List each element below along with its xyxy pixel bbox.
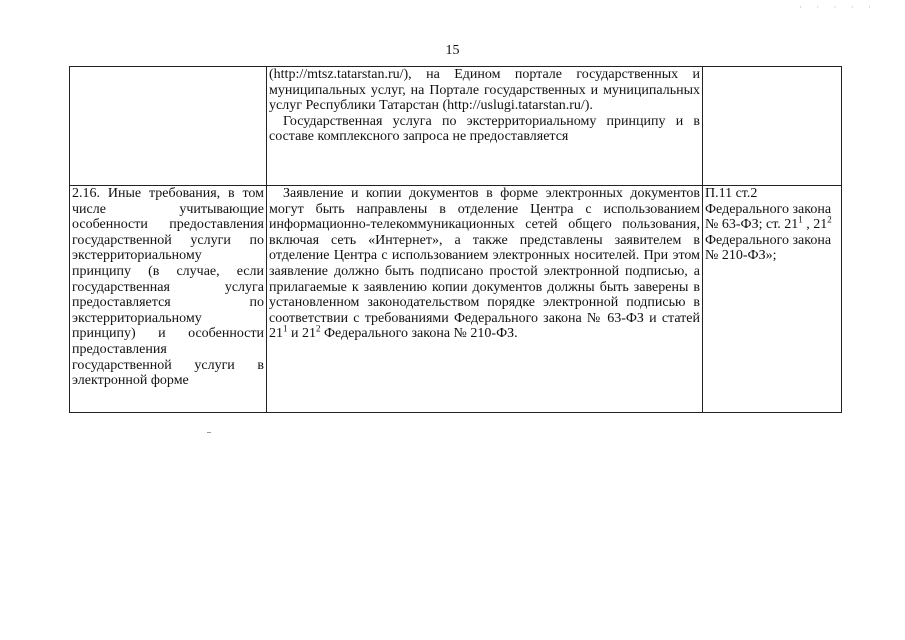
table-cell-content: [267, 67, 703, 186]
page-number: 15: [445, 43, 460, 58]
reference-text: Федерального закона № 210-ФЗ»;: [705, 232, 832, 264]
requirement-title: 2.16. Иные требования, в том числе учитывающие особенности предоставления государственной услуги по экстерриториальному принципу (в случае, если государственная услуга предоставляется по экстерриториальному принципу) и особенности предоставления государственной услуги в электронной форме: [72, 186, 264, 389]
superscript: 1: [798, 214, 803, 225]
description-text: и 21: [287, 326, 316, 342]
scan-speck: [207, 432, 211, 433]
legal-reference-cell: [703, 186, 842, 413]
reference-text: П.11 ст.2 Федерального закона № 63-ФЗ; ст. 21: [705, 186, 832, 233]
description-text: Заявление и копии документов в форме электронных документов могут быть направлены в отделение Центра с использованием информационно-телекоммуникационных сетей общего пользования, включая сеть «Интернет», а также представлены заявителем в отделение Центра с использованием электронных носителей. При этом заявление должно быть подписано простой электронной подписью, а прилагаемые к заявлению копии документов должны быть заверены в установленном законодательством порядке электронной подписью в соответствии с требованиями Федерального закона № 63-ФЗ и статей 21: [269, 186, 700, 342]
table-row: [70, 186, 842, 413]
portal-links-text: (http://mtsz.tatarstan.ru/), на Едином портале государственных и муниципальных услуг, на Портале государственных и муниципальных услуг Республики Татарстан (http://uslugi.tatarstan.ru/).: [269, 67, 700, 114]
extraterritorial-note: Государственная услуга по экстерриториальному принципу и в составе комплексного запроса не предоставляется: [269, 113, 700, 145]
requirement-description: [269, 186, 700, 342]
requirement-title-cell: [70, 186, 267, 413]
superscript: 2: [827, 214, 832, 225]
superscript: 1: [283, 323, 288, 334]
reference-text: , 21: [802, 217, 828, 233]
superscript: 2: [316, 323, 321, 334]
legal-reference: [705, 186, 832, 263]
requirement-description-cell: [267, 186, 703, 413]
requirements-table: [69, 66, 842, 413]
table-row: [70, 67, 842, 186]
description-text: Федерального закона № 210-ФЗ.: [320, 326, 518, 342]
table-cell-empty: [703, 67, 842, 186]
table-cell-empty: [70, 67, 267, 186]
scan-marks: · · · · ·: [799, 2, 877, 12]
